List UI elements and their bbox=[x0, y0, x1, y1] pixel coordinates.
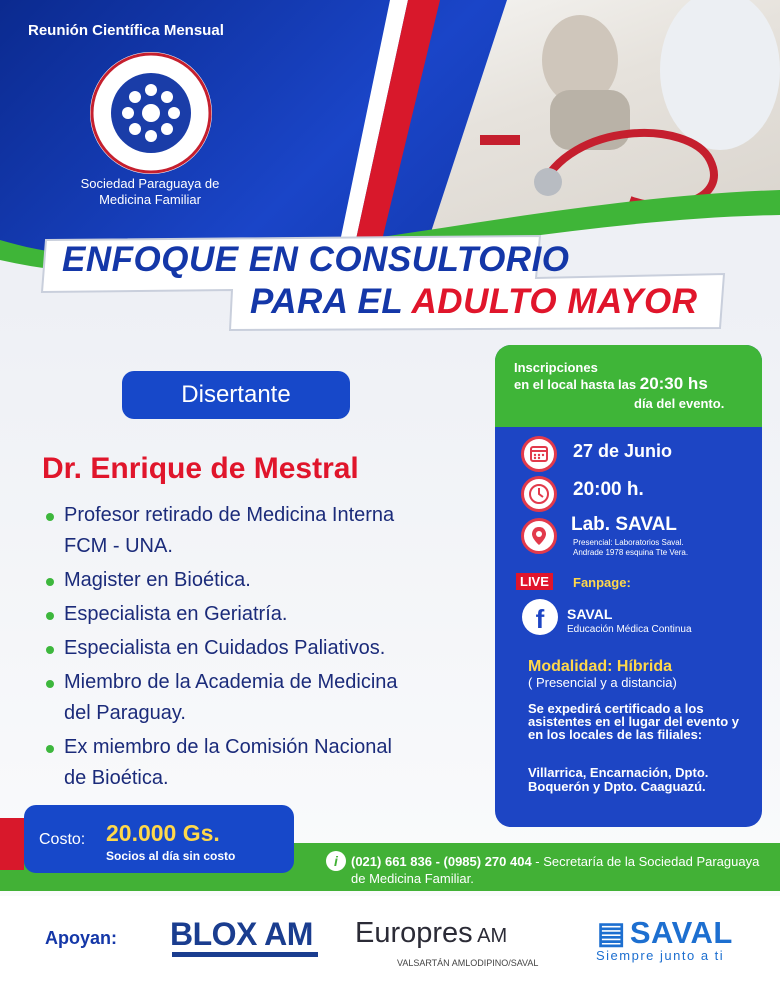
credential-item bbox=[42, 500, 462, 562]
registration-line2 bbox=[514, 374, 708, 394]
europres-name: Europres bbox=[355, 917, 473, 949]
credential-line: Especialista en Geriatría. bbox=[64, 603, 288, 625]
credential-line: Especialista en Cuidados Paliativos. bbox=[64, 637, 386, 659]
credential-line: Profesor retirado de Medicina Interna bbox=[64, 504, 395, 526]
society-name-line1: Sociedad Paraguaya de bbox=[80, 176, 220, 191]
saval-name: SAVAL bbox=[629, 915, 733, 950]
saval-tagline: Siempre junto a ti bbox=[596, 948, 725, 963]
title-line2 bbox=[250, 282, 698, 322]
contact-info bbox=[351, 853, 771, 887]
modality: Modalidad: Híbrida bbox=[528, 658, 672, 675]
cost-note: Socios al día sin costo bbox=[106, 849, 236, 863]
saval-logo bbox=[597, 915, 733, 951]
calendar-icon bbox=[521, 436, 557, 472]
red-accent bbox=[0, 818, 24, 870]
title-line2-prefix: PARA EL bbox=[250, 282, 412, 321]
event-place: Lab. SAVAL bbox=[571, 514, 677, 535]
cost-label: Costo: bbox=[39, 831, 86, 848]
credential-line: Magister en Bioética. bbox=[64, 569, 251, 591]
contact-phones: (021) 661 836 - (0985) 270 404 bbox=[351, 854, 532, 869]
title-highlight: ADULTO MAYOR bbox=[411, 282, 698, 321]
title-line1: ENFOQUE EN CONSULTORIO bbox=[62, 240, 570, 279]
registration-line2-prefix: en el local hasta las bbox=[514, 377, 640, 392]
live-badge: LIVE bbox=[516, 573, 553, 590]
speaker-name: Dr. Enrique de Mestral bbox=[42, 452, 359, 485]
event-address bbox=[573, 538, 688, 558]
europres-suffix: AM bbox=[472, 925, 508, 947]
society-name bbox=[40, 176, 260, 208]
info-icon: i bbox=[326, 851, 346, 871]
location-pin-icon bbox=[521, 518, 557, 554]
credential-item bbox=[42, 565, 462, 596]
event-time: 20:00 h. bbox=[573, 479, 644, 500]
address-line2: Andrade 1978 esquina Tte Vera. bbox=[573, 548, 689, 557]
credential-line: de Bioética. bbox=[64, 767, 169, 789]
fanpage-label: Fanpage: bbox=[573, 575, 631, 590]
society-logo bbox=[88, 50, 214, 176]
europres-logo bbox=[355, 917, 507, 950]
clock-icon bbox=[521, 476, 557, 512]
credential-line: Ex miembro de la Comisión Nacional bbox=[64, 736, 392, 758]
modality-detail: ( Presencial y a distancia) bbox=[528, 675, 677, 690]
branch-cities: Villarrica, Encarnación, Dpto. Boquerón y Dpto. Caaguazú. bbox=[528, 765, 709, 794]
credentials-list bbox=[42, 500, 462, 794]
address-line1: Presencial: Laboratorios Saval. bbox=[573, 538, 684, 547]
saval-mark-icon: ▤ bbox=[597, 917, 626, 950]
sponsors-label: Apoyan: bbox=[45, 928, 117, 948]
contact-text: - Secretaría de la Sociedad Paraguaya de Medicina Familiar. bbox=[351, 854, 760, 886]
blox-am-logo: BLOX AM bbox=[170, 916, 313, 952]
credential-line: FCM - UNA. bbox=[64, 535, 173, 557]
credential-item bbox=[42, 599, 462, 630]
event-date: 27 de Junio bbox=[573, 441, 673, 461]
credential-item bbox=[42, 667, 462, 729]
credential-item bbox=[42, 633, 462, 664]
credential-item bbox=[42, 732, 462, 794]
europres-subtitle: VALSARTÁN AMLODIPINO/SAVAL bbox=[397, 958, 539, 968]
event-type: Reunión Científica Mensual bbox=[28, 22, 224, 39]
registration-line1: Inscripciones bbox=[514, 360, 598, 375]
credential-line: del Paraguay. bbox=[64, 702, 186, 724]
credential-line: Miembro de la Academia de Medicina bbox=[64, 671, 398, 693]
registration-line3: día del evento. bbox=[634, 396, 725, 411]
facebook-icon[interactable]: f bbox=[522, 599, 558, 635]
society-name-line2: Medicina Familiar bbox=[99, 192, 201, 207]
blox-am-underline bbox=[172, 952, 318, 957]
cost-value: 20.000 Gs. bbox=[106, 820, 220, 846]
registration-time: 20:30 hs bbox=[639, 374, 708, 393]
speaker-section-label: Disertante bbox=[122, 371, 350, 419]
fanpage-name: SAVAL bbox=[567, 606, 613, 622]
fanpage-subtitle: Educación Médica Continua bbox=[567, 624, 692, 635]
certificate-note: Se expedirá certificado a los asistentes en el lugar del evento y en los locales de las filiales: bbox=[528, 701, 739, 742]
